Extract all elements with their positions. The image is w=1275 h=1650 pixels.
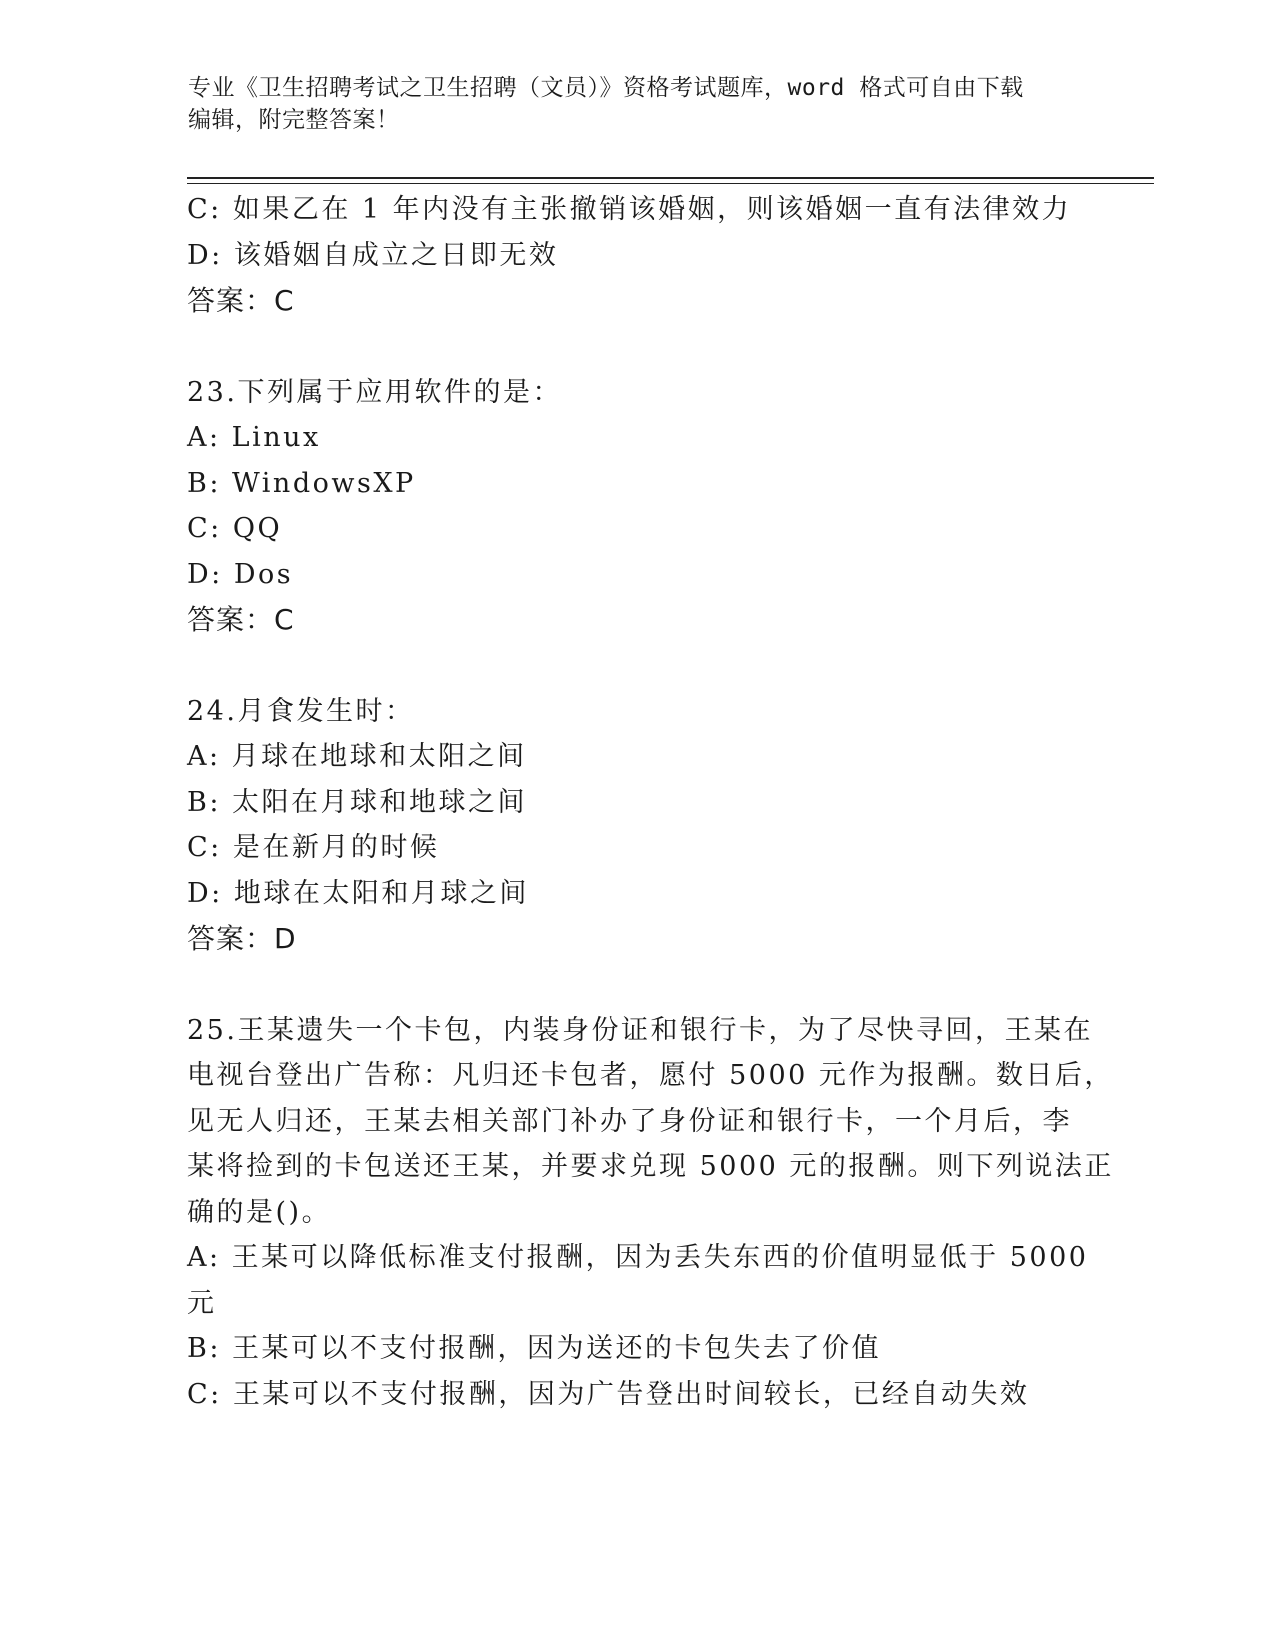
spacer — [187, 324, 1087, 370]
option-d: D: 该婚姻自成立之日即无效 — [187, 239, 559, 271]
header-line-1: 专业《卫生招聘考试之卫生招聘（文员）》资格考试题库，word 格式可自由下载 — [188, 75, 1024, 101]
option-a: A: Linux — [187, 422, 321, 453]
question-stem-line: 见无人归还，王某去相关部门补办了身份证和银行卡，一个月后，李 — [187, 1105, 1072, 1137]
question-22 — [187, 187, 1087, 324]
option-d: D: Dos — [187, 558, 294, 590]
answer: 答案：C — [187, 284, 295, 317]
header-rule-thin — [187, 183, 1154, 184]
question-stem-line: 25.王某遗失一个卡包，内装身份证和银行卡，为了尽快寻回，王某在 — [187, 1014, 1093, 1046]
question-23 — [187, 370, 1087, 643]
spacer — [187, 962, 1087, 1008]
option-d: D: 地球在太阳和月球之间 — [187, 877, 529, 909]
header-line-2: 编辑，附完整答案！ — [188, 107, 400, 133]
option-b: B: WindowsXP — [187, 467, 416, 499]
document-header — [188, 72, 1078, 136]
option-c: C: QQ — [187, 513, 283, 544]
question-body — [187, 187, 1114, 1417]
header-rule-thick — [187, 177, 1154, 179]
question-25 — [187, 1008, 1114, 1418]
question-stem: 24.月食发生时： — [187, 695, 415, 727]
question-stem-line: 确的是()。 — [187, 1196, 332, 1228]
answer: 答案：D — [187, 922, 297, 955]
option-a: A: 月球在地球和太阳之间 — [187, 741, 527, 772]
option-c: C: 是在新月的时候 — [187, 832, 440, 863]
question-stem: 23.下列属于应用软件的是： — [187, 376, 562, 408]
spacer — [187, 643, 1087, 689]
answer: 答案：C — [187, 603, 295, 636]
option-b: B: 太阳在月球和地球之间 — [187, 786, 528, 818]
question-stem-line: 电视台登出广告称：凡归还卡包者，愿付 5000 元作为报酬。数日后， — [187, 1060, 1114, 1091]
option-a: A: 王某可以降低标准支付报酬，因为丢失东西的价值明显低于 5000 — [187, 1242, 1089, 1273]
question-stem-line: 某将捡到的卡包送还王某，并要求兑现 5000 元的报酬。则下列说法正 — [187, 1151, 1114, 1182]
question-24 — [187, 689, 1087, 962]
option-a-continued: 元 — [187, 1287, 217, 1319]
option-c: C: 王某可以不支付报酬，因为广告登出时间较长，已经自动失效 — [187, 1378, 1030, 1410]
option-c: C: 如果乙在 1 年内没有主张撤销该婚姻，则该婚姻一直有法律效力 — [187, 194, 1072, 225]
option-b: B: 王某可以不支付报酬，因为送还的卡包失去了价值 — [187, 1333, 882, 1364]
